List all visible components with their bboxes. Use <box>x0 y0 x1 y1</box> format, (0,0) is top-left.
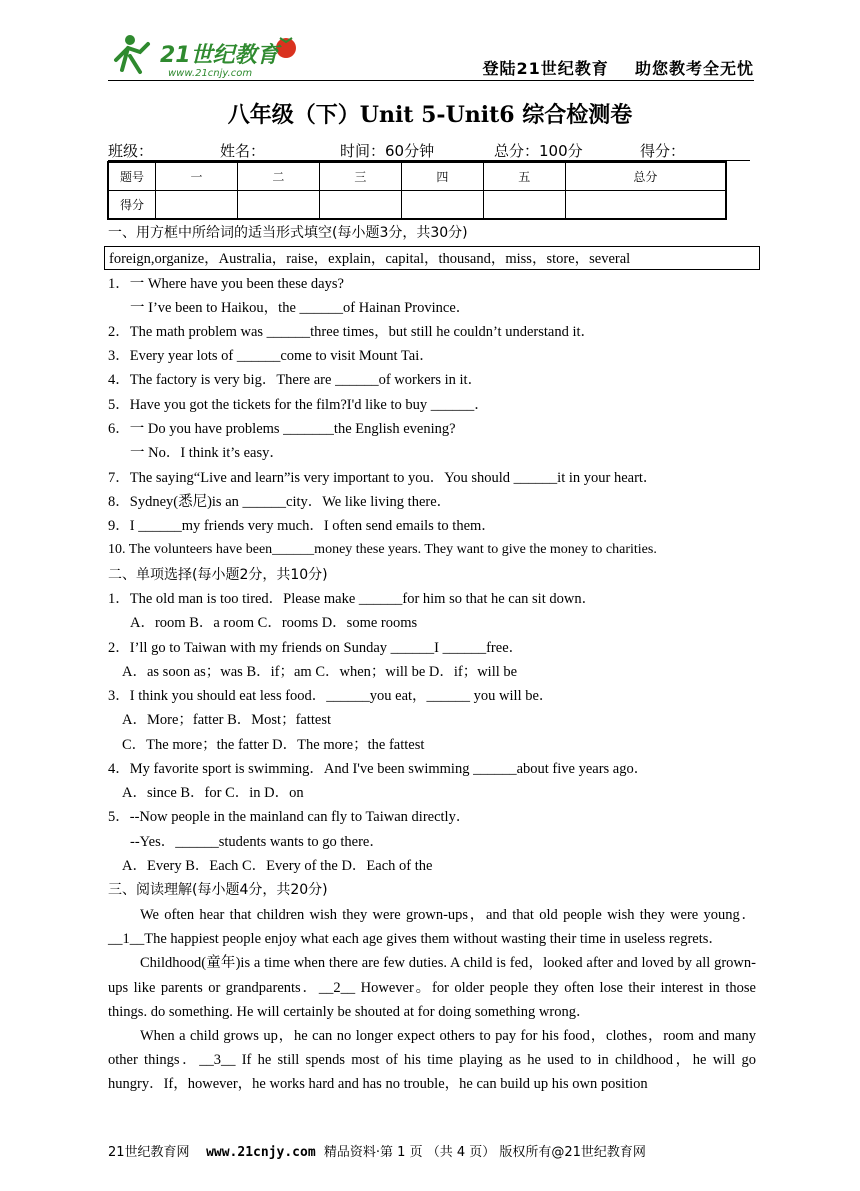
footer-left: 21世纪教育网 <box>108 1145 190 1160</box>
table-row-label: 得分 <box>108 191 156 220</box>
logo-text: 21世纪教育 <box>160 43 279 68</box>
option-row: A．More；fatter B．Most；fattest <box>122 712 332 728</box>
option-row: A．since B．for C．in D．on <box>122 785 304 801</box>
question-item: 5．--Now people in the mainland can fly to Taiwan directly． <box>108 809 471 825</box>
question-item: 1．The old man is too tired．Please make ______for him so that he can sit down． <box>108 591 597 607</box>
class-label: 班级： <box>108 142 154 160</box>
question-item: 一 No．I think it’s easy． <box>130 445 284 461</box>
table-header-cell: 一 <box>156 162 238 191</box>
header-divider <box>108 80 754 81</box>
table-header-cell: 二 <box>237 162 319 191</box>
question-item: 5．Have you got the tickets for the film?I'd like to buy ______． <box>108 397 489 413</box>
page-title: 八年级（下）Unit 5-Unit6 综合检测卷 <box>227 102 633 128</box>
question-item: 2．The math problem was ______three times，but still he couldn’t understand it． <box>108 324 596 340</box>
section-1-title: 一、用方框中所给词的适当形式填空(每小题3分，共30分) <box>108 225 468 241</box>
question-item: 7．The saying“Live and learn”is very important to you．You should ______it in your heart． <box>108 470 658 486</box>
question-item: 3．I think you should eat less food．______you eat，______ you will be． <box>108 688 554 704</box>
question-item: 4．The factory is very big．There are ______of workers in it． <box>108 372 483 388</box>
table-header-cell: 总分 <box>565 162 726 191</box>
question-item: --Yes．______students wants to go there． <box>130 834 384 850</box>
footer-right: 精品资料·第 1 页 （共 4 页） 版权所有@21世纪教育网 <box>323 1145 646 1160</box>
score-table-header-row <box>108 162 726 191</box>
score-cell[interactable] <box>401 191 483 220</box>
score-table-score-row <box>108 191 726 220</box>
score-cell[interactable] <box>483 191 565 220</box>
question-item: 2．I’ll go to Taiwan with my friends on Sunday ______I ______free． <box>108 640 524 656</box>
option-row: A．room B．a room C．rooms D．some rooms <box>130 615 418 631</box>
total-label: 总分：100分 <box>494 142 583 160</box>
question-item: 4．My favorite sport is swimming．And I've been swimming ______about five years ago． <box>108 761 649 777</box>
question-item: 6．一 Do you have problems _______the English evening? <box>108 421 456 437</box>
passage-paragraph: When a child grows up，he can no longer expect others to pay for his food，clothes，room and many other things．__3__ If he still spends most of his time playing as he used to in childhood，he will go hungry．If，however，he works hard and has no trouble，he can build up his own position <box>108 1028 756 1093</box>
header-slogan: 登陆21世纪教育 助您教考全无忧 <box>482 59 754 78</box>
page-footer <box>108 1141 754 1160</box>
question-item: 一 I’ve been to Haikou，the ______of Hainan Province． <box>130 300 471 316</box>
score-cell[interactable] <box>156 191 238 220</box>
student-info-row <box>108 140 750 161</box>
section-2-title: 二、单项选择(每小题2分，共10分) <box>108 567 328 583</box>
time-label: 时间：60分钟 <box>340 142 435 160</box>
score-table <box>107 161 727 220</box>
question-item: 8．Sydney(悉尼)is an ______city．We like living there． <box>108 494 452 510</box>
table-header-cell: 四 <box>401 162 483 191</box>
score-label: 得分： <box>640 142 686 160</box>
name-label: 姓名： <box>220 142 266 160</box>
page-header <box>108 30 754 82</box>
question-item: 1．一 Where have you been these days? <box>108 276 344 292</box>
table-header-cell: 三 <box>319 162 401 191</box>
section-3-title: 三、阅读理解(每小题4分，共20分) <box>108 882 328 898</box>
footer-site-link[interactable]: www.21cnjy.com <box>206 1145 316 1160</box>
passage-paragraph: Childhood(童年)is a time when there are few duties. A child is fed，looked after and loved by all grown-ups like parents or grandparents．__2__ However。for older people they often lose their interest in those things. do something. He will certainly be shouted at for doing something wrong． <box>108 955 756 1020</box>
question-item: 10. The volunteers have been______money these years. They want to give the money to charities. <box>108 542 657 557</box>
logo-url: www.21cnjy.com <box>168 68 253 79</box>
passage-paragraph: We often hear that children wish they were grown-ups，and that old people wish they were young．__1__The happiest people enjoy what each age gives them without wasting their time in useless regrets． <box>108 907 756 948</box>
option-row: C．The more；the fatter D．The more；the fattest <box>122 737 425 753</box>
logo-icon <box>108 30 308 82</box>
table-header-cell: 题号 <box>108 162 156 191</box>
word-bank-box: foreign,organize，Australia，raise，explain，capital，thousand，miss，store，several <box>104 246 760 270</box>
option-row: A．as soon as；was B．if；am C．when；will be D．if；will be <box>122 664 518 680</box>
question-item: 3．Every year lots of ______come to visit Mount Tai． <box>108 348 434 364</box>
score-cell[interactable] <box>237 191 319 220</box>
question-item: 9．I ______my friends very much．I often send emails to them． <box>108 518 496 534</box>
score-cell[interactable] <box>565 191 726 220</box>
table-header-cell: 五 <box>483 162 565 191</box>
reading-passage <box>108 903 756 1097</box>
score-cell[interactable] <box>319 191 401 220</box>
option-row: A．Every B．Each C．Every of the D．Each of the <box>122 858 433 874</box>
